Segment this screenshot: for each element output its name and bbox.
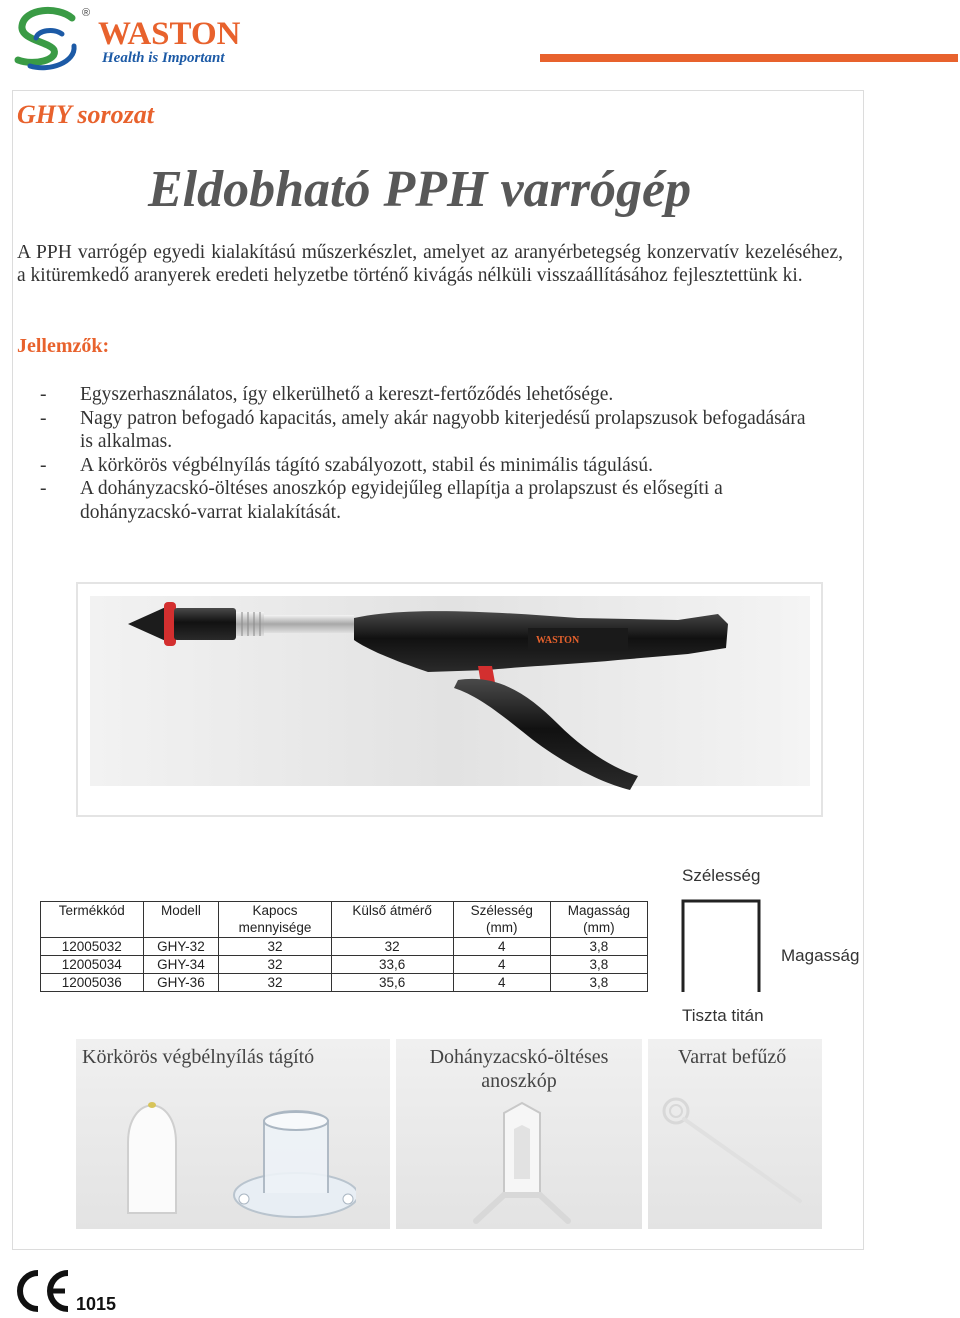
table-cell: GHY-34	[143, 956, 219, 974]
anoscope-icon	[456, 1099, 586, 1229]
table-row	[41, 938, 648, 956]
brand-name: WASTON	[98, 16, 241, 52]
col-header-width: Szélesség (mm)	[453, 902, 550, 938]
table-cell: GHY-32	[143, 938, 219, 956]
feature-item: - Nagy patron befogadó kapacitás, amely akár nagyobb kiterjedésű prolapszusok befogadására is alkalmas.	[40, 407, 806, 452]
brand-tagline: Health is Important	[102, 50, 225, 66]
table-cell: 35,6	[331, 974, 453, 992]
anal-dilator-icon	[116, 1083, 356, 1223]
registered-mark: ®	[82, 7, 91, 19]
brand-logo	[10, 4, 260, 74]
accessory-label: Varrat befűző	[678, 1046, 787, 1068]
table-cell: 3,8	[550, 938, 647, 956]
col-header-height: Magasság (mm)	[550, 902, 647, 938]
table-cell: 12005036	[41, 974, 144, 992]
header-rule	[540, 54, 958, 62]
suture-threader-icon	[654, 1093, 818, 1223]
table-cell: 32	[331, 938, 453, 956]
spec-table	[40, 901, 648, 992]
table-cell: 33,6	[331, 956, 453, 974]
ce-mark	[10, 1268, 120, 1318]
table-cell: GHY-36	[143, 974, 219, 992]
staple-height-label: Magasság	[781, 946, 860, 965]
accessory-label: Dohányzacskó-öltéses anoszkóp	[429, 1046, 609, 1092]
staple-material-label: Tiszta titán	[682, 1006, 764, 1025]
ce-mark-icon	[20, 1273, 68, 1309]
table-cell: 12005032	[41, 938, 144, 956]
table-cell: 3,8	[550, 956, 647, 974]
feature-item: - A körkörös végbélnyílás tágító szabályozott, stabil és minimális tágulású.	[40, 454, 653, 476]
table-cell: 3,8	[550, 974, 647, 992]
accessory-label: Körkörös végbélnyílás tágító	[82, 1046, 315, 1068]
product-photo	[76, 582, 823, 817]
table-header-row	[41, 902, 648, 938]
device-label: WASTON	[536, 635, 580, 646]
feature-item: - A dohányzacskó-öltéses anoszkóp egyidejűleg ellapítja a prolapszust és elősegíti a dohányzacskó-varrat kialakítását.	[40, 478, 723, 523]
features-list	[40, 383, 820, 524]
staple-width-label: Szélesség	[682, 866, 761, 885]
table-cell: 4	[453, 938, 550, 956]
accessory-panel-dilator	[76, 1039, 390, 1229]
col-header-model: Modell	[143, 902, 219, 938]
table-row	[41, 974, 648, 992]
table-row	[41, 956, 648, 974]
table-cell: 32	[219, 956, 331, 974]
feature-item: - Egyszerhasználatos, így elkerülhető a kereszt-fertőződés lehetősége.	[40, 384, 614, 405]
table-cell: 4	[453, 956, 550, 974]
col-header-code: Termékkód	[41, 902, 144, 938]
table-cell: 12005034	[41, 956, 144, 974]
logo-swoosh-icon	[18, 10, 74, 67]
ce-number: 1015	[76, 1294, 117, 1314]
intro-paragraph: A PPH varrógép egyedi kialakítású műszerkészlet, amelyet az aranyérbetegség konzervatív kezeléséhez, a kitüremkedő aranyerek eredeti helyzetbe történő kivágás nélküli visszaállításához fejlesztettünk ki.	[17, 242, 843, 286]
staple-diagram-icon	[676, 894, 766, 994]
table-cell: 32	[219, 938, 331, 956]
series-name: GHY sorozat	[17, 100, 154, 129]
col-header-outer-diameter: Külső átmérő	[331, 902, 453, 938]
page-title: Eldobható PPH varrógép	[148, 161, 692, 218]
table-cell: 4	[453, 974, 550, 992]
accessory-panel-suture-threader	[648, 1039, 822, 1229]
accessory-panel-anoscope	[396, 1039, 642, 1229]
col-header-staple-count: Kapocs mennyisége	[219, 902, 331, 938]
features-heading: Jellemzők:	[17, 335, 110, 357]
table-cell: 32	[219, 974, 331, 992]
